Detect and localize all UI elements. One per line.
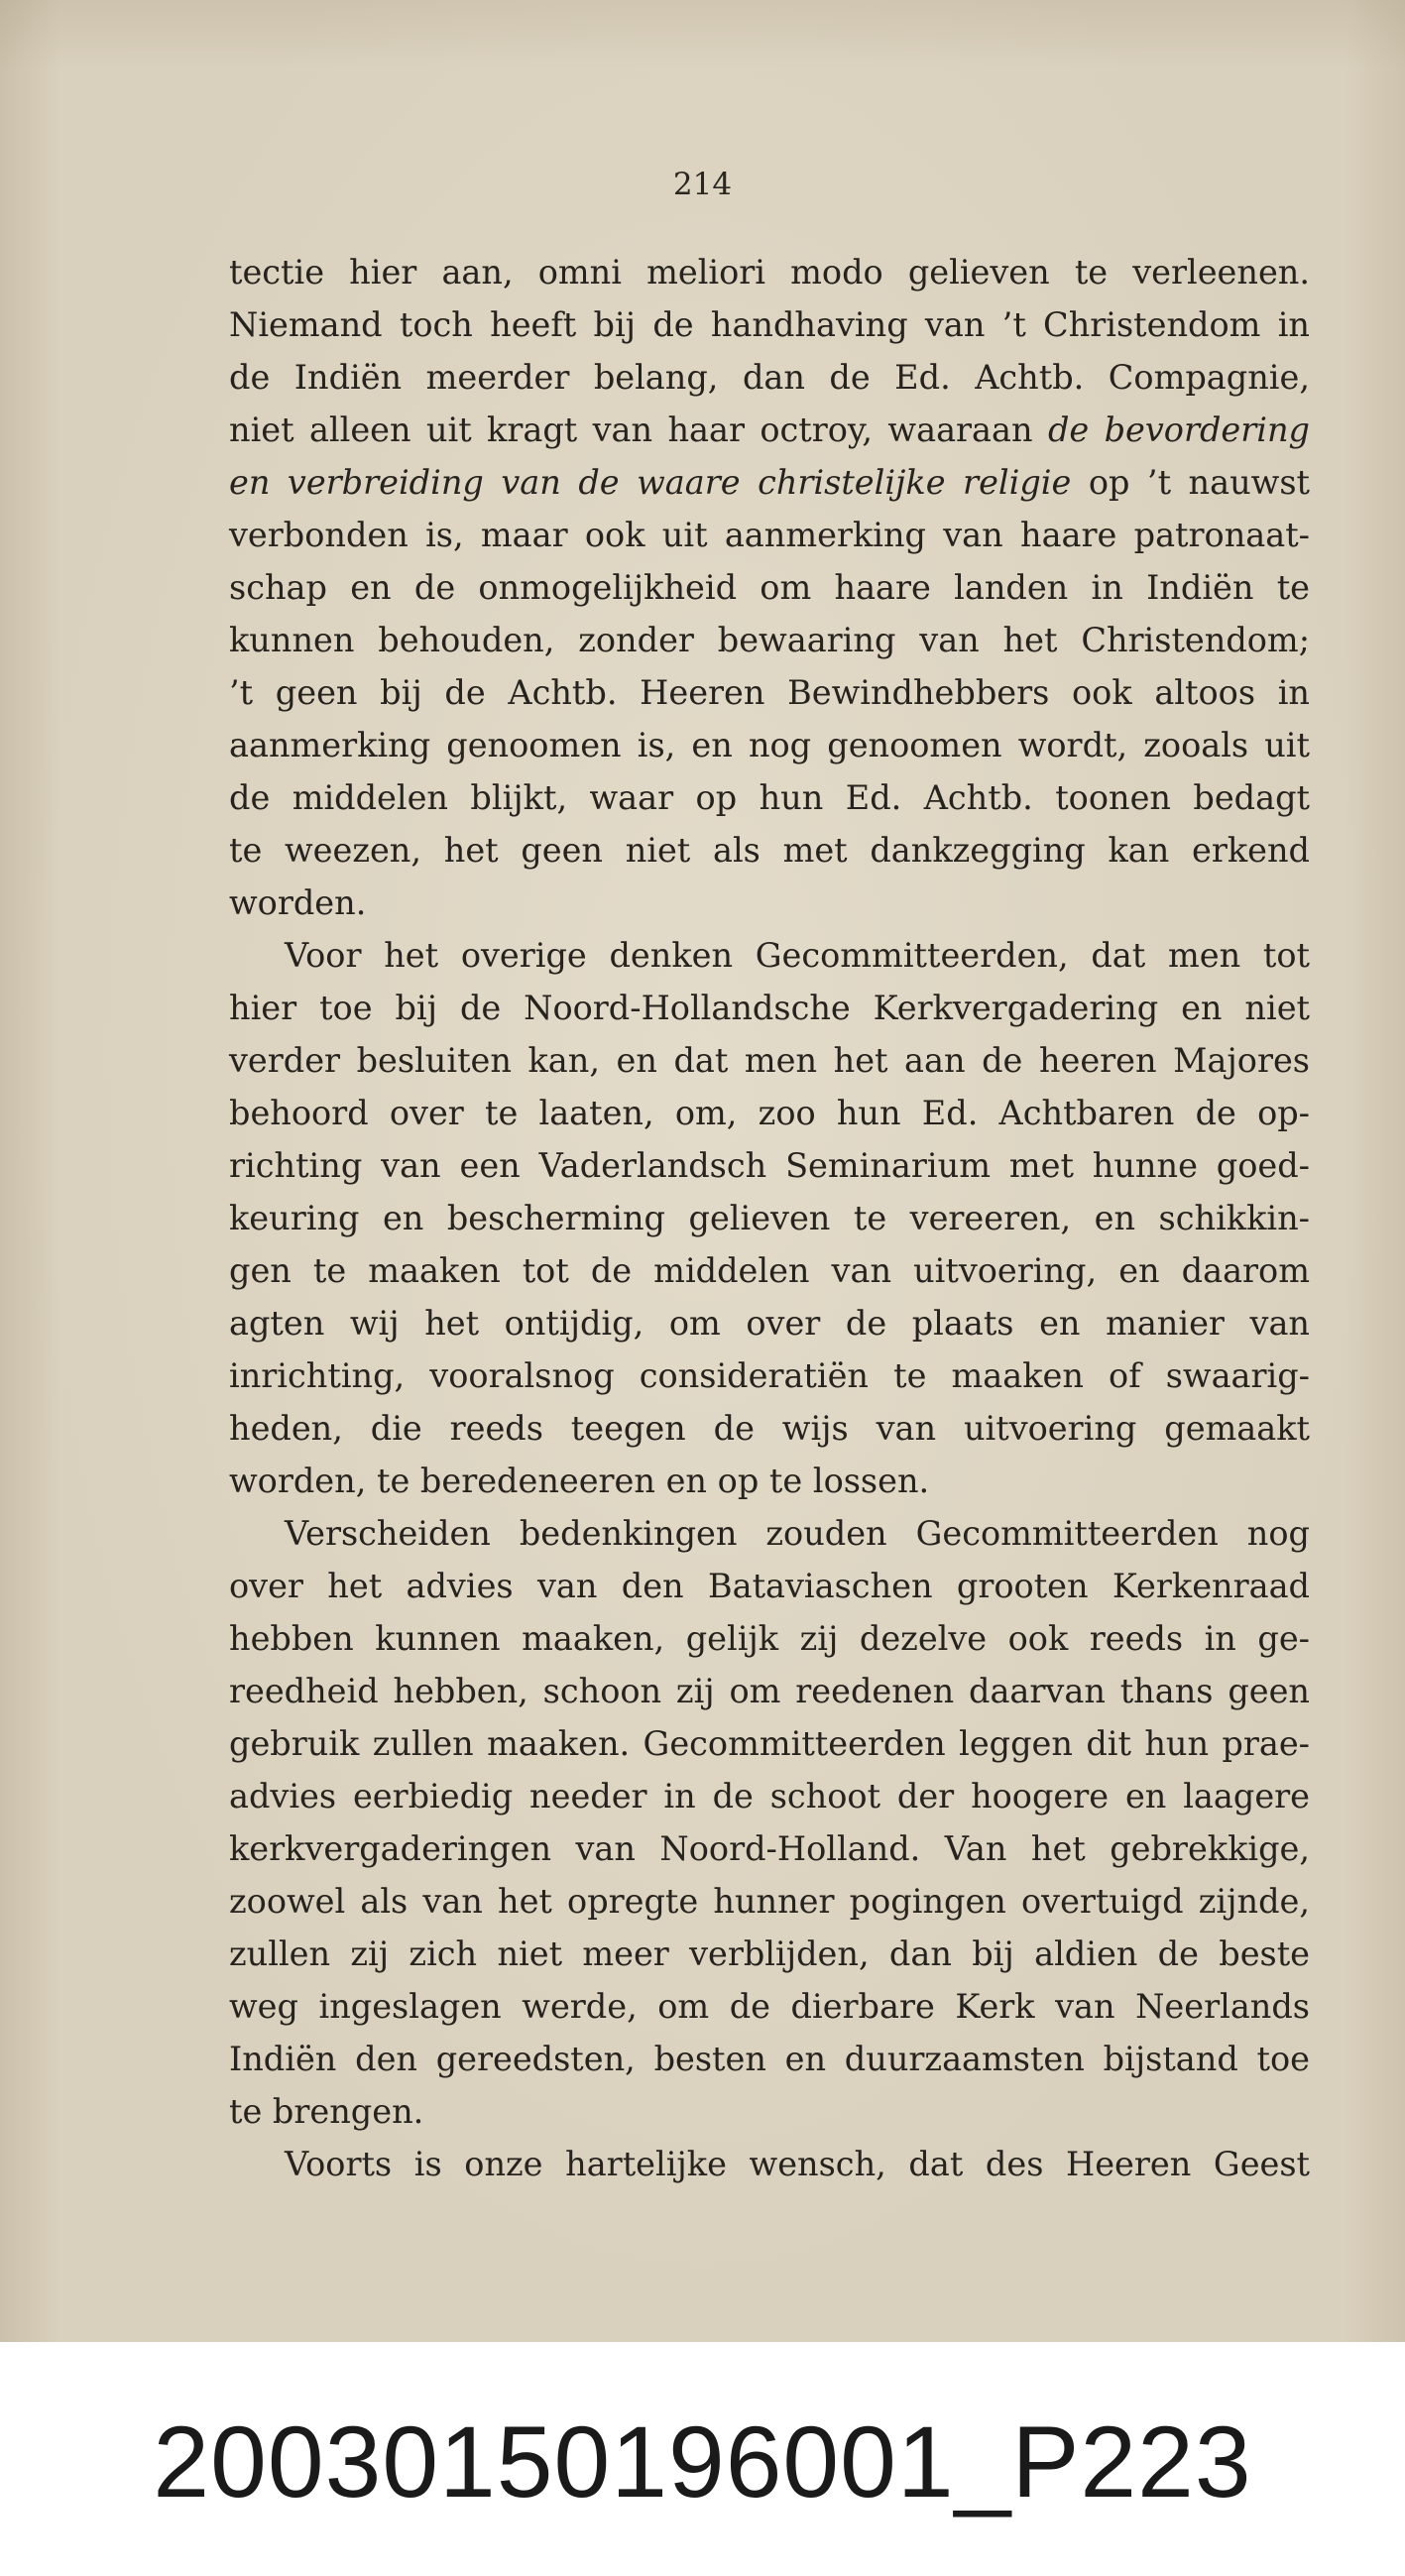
text-line: gebruik zullen maaken. Gecommitteerden leggen dit hun prae- <box>229 1724 1310 1763</box>
text-line <box>229 456 1310 509</box>
text-line: weg ingeslagen werde, om de dierbare Kerk van Neerlands <box>229 1987 1310 2026</box>
text-line: de middelen blijkt, waar op hun Ed. Achtb. toonen bedagt <box>229 778 1310 817</box>
text-span: op ’t nauwst <box>1071 463 1311 502</box>
text-line: hebben kunnen maaken, gelijk zij dezelve ook reeds in ge- <box>229 1619 1310 1658</box>
text-line: gen te maaken tot de middelen van uitvoering, en daarom <box>229 1251 1310 1290</box>
text-line: Voorts is onze hartelijke wensch, dat des Heeren Geest <box>285 2145 1310 2183</box>
scan-identifier: 20030150196001_P223 <box>153 2405 1252 2518</box>
text-line: richting van een Vaderlandsch Seminarium met hunne goed- <box>229 1146 1310 1185</box>
text-line: te weezen, het geen niet als met dankzegging kan erkend <box>229 831 1310 870</box>
text-line: reedheid hebben, schoon zij om reedenen daarvan thans geen <box>229 1672 1310 1710</box>
text-line: zullen zij zich niet meer verblijden, dan bij aldien de beste <box>229 1934 1310 1973</box>
page-number: 214 <box>672 167 733 202</box>
text-line: keuring en bescherming gelieven te vereeren, en schikkin- <box>229 1199 1310 1237</box>
text-line: schap en de onmogelijkheid om haare landen in Indiën te <box>229 568 1310 607</box>
text-line: de Indiën meerder belang, dan de Ed. Achtb. Compagnie, <box>229 358 1310 397</box>
text-line: worden. <box>229 883 367 922</box>
text-span: niet alleen uit kragt van haar octroy, waaraan <box>229 410 1048 449</box>
text-line: hier toe bij de Noord-Hollandsche Kerkvergadering en niet <box>229 989 1310 1027</box>
text-line: behoord over te laaten, om, zoo hun Ed. Achtbaren de op- <box>229 1094 1310 1132</box>
text-line: te brengen. <box>229 2092 424 2131</box>
text-line: zoowel als van het opregte hunner pogingen overtuigd zijnde, <box>229 1882 1310 1921</box>
italic-phrase: en verbreiding van de waare christelijke religie <box>229 463 1072 502</box>
text-line: inrichting, vooralsnog consideratiën te maaken of swaarig- <box>229 1356 1310 1395</box>
text-line: advies eerbiedig needer in de schoot der hoogere en laagere <box>229 1777 1310 1815</box>
text-line: verder besluiten kan, en dat men het aan de heeren Majores <box>229 1041 1310 1080</box>
text-line: worden, te beredeneeren en op te lossen. <box>229 1462 930 1500</box>
text-line: heden, die reeds teegen de wijs van uitvoering gemaakt <box>229 1409 1310 1448</box>
text-line: ’t geen bij de Achtb. Heeren Bewindhebbers ook altoos in <box>229 673 1310 712</box>
text-line: over het advies van den Bataviaschen grooten Kerkenraad <box>229 1567 1310 1605</box>
text-line: Niemand toch heeft bij de handhaving van ’t Christendom in <box>229 305 1310 344</box>
text-line: verbonden is, maar ook uit aanmerking van haare patronaat- <box>229 516 1310 554</box>
text-line <box>229 404 1310 456</box>
text-line: kunnen behouden, zonder bewaaring van het Christendom; <box>229 621 1310 659</box>
text-line: tectie hier aan, omni meliori modo gelieven te verleenen. <box>229 253 1310 292</box>
text-line: Indiën den gereedsten, besten en duurzaamsten bijstand toe <box>229 2040 1310 2078</box>
text-line: Voor het overige denken Gecommitteerden, dat men tot <box>285 936 1310 975</box>
text-line: Verscheiden bedenkingen zouden Gecommitteerden nog <box>285 1514 1310 1553</box>
text-line: kerkvergaderingen van Noord-Holland. Van het gebrekkige, <box>229 1829 1310 1868</box>
body-text <box>229 246 1310 2190</box>
text-line: aanmerking genoomen is, en nog genoomen wordt, zooals uit <box>229 726 1310 764</box>
italic-phrase: de bevordering <box>1047 410 1310 449</box>
text-line: agten wij het ontijdig, om over de plaats en manier van <box>229 1304 1310 1343</box>
